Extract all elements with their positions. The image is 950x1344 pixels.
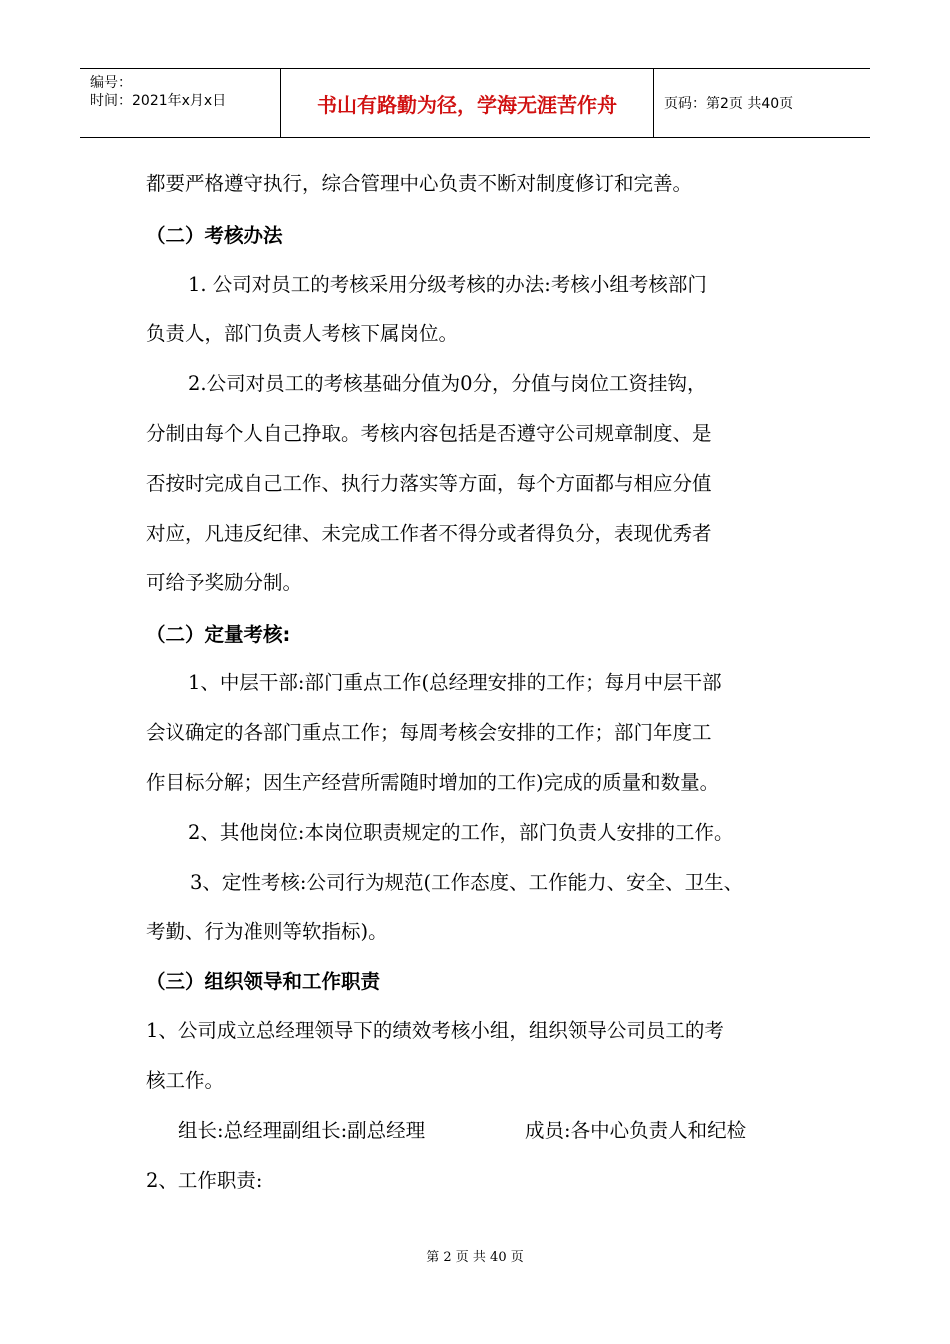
header-motto: 书山有路勤为径，学海无涯苦作舟 xyxy=(281,69,654,137)
page-header xyxy=(80,68,870,138)
header-meta xyxy=(80,69,281,137)
body-line-5: 2.公司对员工的考核基础分值为0分，分值与岗位工资挂钩， xyxy=(188,372,707,395)
page-footer: 第 2 页 共 40 页 xyxy=(426,1250,524,1265)
body-line-12: 会议确定的各部门重点工作；每周考核会安排的工作；部门年度工 xyxy=(146,721,712,744)
body-line-7: 否按时完成自己工作、执行力落实等方面，每个方面都与相应分值 xyxy=(146,472,712,495)
header-page-info xyxy=(654,69,870,137)
body-line-15: 3、定性考核:公司行为规范(工作态度、工作能力、安全、卫生、 xyxy=(190,871,744,894)
body-line-3: 1. 公司对员工的考核采用分级考核的办法:考核小组考核部门 xyxy=(188,273,707,296)
team-leaders-line: 组长:总经理副组长:副总经理 xyxy=(178,1119,426,1142)
body-line-11: 1、中层干部:部门重点工作(总经理安排的工作；每月中层干部 xyxy=(188,671,722,694)
body-line-16: 考勤、行为准则等软指标)。 xyxy=(146,920,388,943)
body-line-13: 作目标分解；因生产经营所需随时增加的工作)完成的质量和数量。 xyxy=(146,771,720,794)
team-members-line: 成员:各中心负责人和纪检 xyxy=(525,1119,747,1142)
body-line-22: 2、工作职责: xyxy=(146,1169,263,1192)
body-line-1: 都要严格遵守执行，综合管理中心负责不断对制度修订和完善。 xyxy=(146,172,693,195)
section-heading-organization: （三）组织领导和工作职责 xyxy=(146,970,381,993)
document-number-label: 编号： xyxy=(90,75,132,91)
body-line-9: 可给予奖励分制。 xyxy=(146,571,303,594)
document-date-label: 时间：2021年x月x日 xyxy=(90,93,227,109)
body-line-4: 负责人，部门负责人考核下属岗位。 xyxy=(146,322,459,345)
body-line-19: 核工作。 xyxy=(146,1069,225,1092)
body-line-6: 分制由每个人自己挣取。考核内容包括是否遵守公司规章制度、是 xyxy=(146,422,712,445)
body-line-14: 2、其他岗位:本岗位职责规定的工作，部门负责人安排的工作。 xyxy=(188,821,734,844)
section-heading-quantitative: （二）定量考核: xyxy=(146,623,291,646)
body-line-8: 对应，凡违反纪律、未完成工作者不得分或者得负分，表现优秀者 xyxy=(146,522,712,545)
body-line-18: 1、公司成立总经理领导下的绩效考核小组，组织领导公司员工的考 xyxy=(146,1019,724,1042)
section-heading-assessment-method: （二）考核办法 xyxy=(146,224,283,247)
page-info-text: 页码：第2页 共40页 xyxy=(664,96,794,112)
